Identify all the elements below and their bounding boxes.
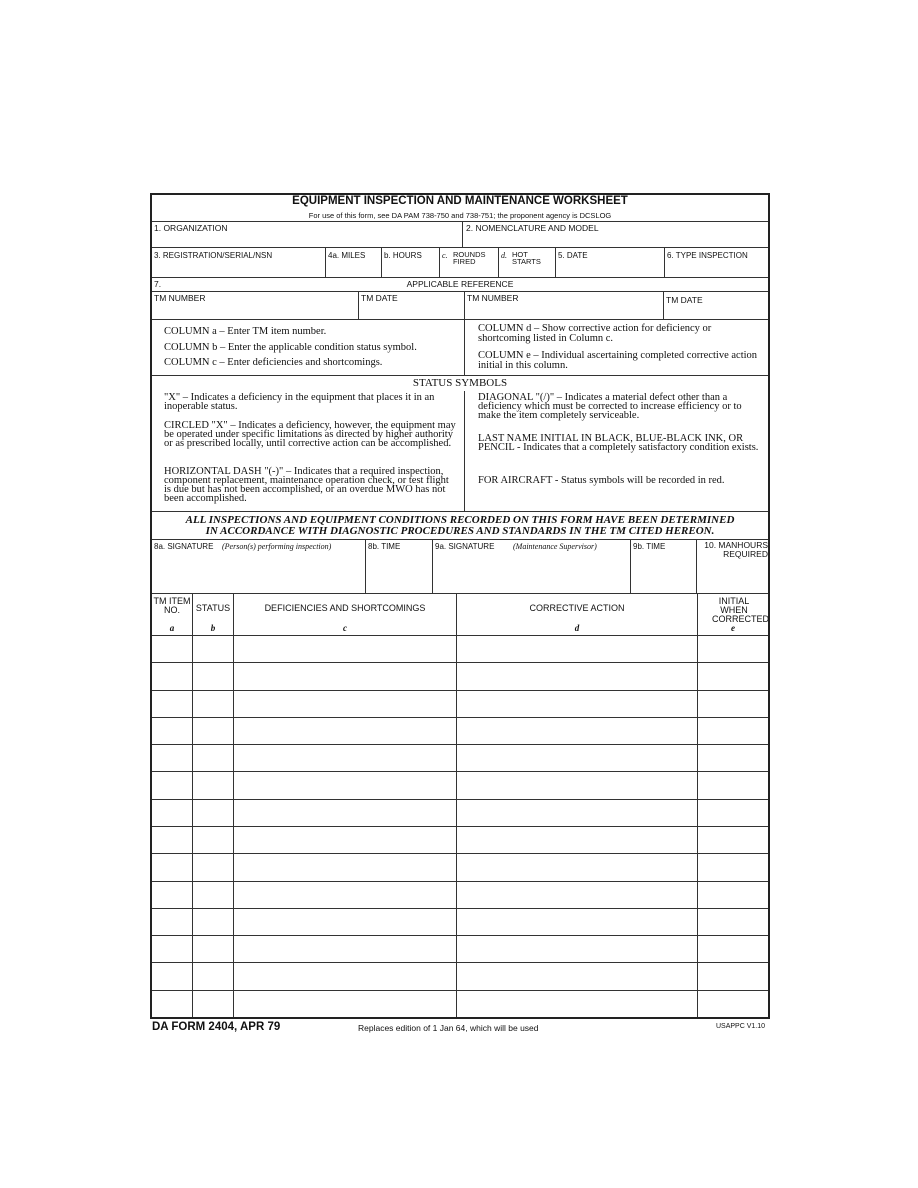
inspection-form bbox=[150, 193, 770, 1019]
status-circled-x-description: CIRCLED "X" – Indicates a deficiency, however, the equipment may be operated under specific limitations as directed by higher authority or as prescribed locally, until corrective action can be accomplished. bbox=[164, 420, 456, 449]
type-inspection-label: 6. TYPE INSPECTION bbox=[667, 251, 748, 260]
status-last-name-description: LAST NAME INITIAL IN BLACK, BLUE-BLACK INK, OR PENCIL - Indicates that a completely satisfactory condition exists. bbox=[478, 433, 759, 453]
rule bbox=[464, 291, 465, 319]
rule bbox=[152, 511, 768, 512]
column-header-deficiencies: DEFICIENCIES AND SHORTCOMINGS bbox=[264, 603, 426, 613]
organization-label: 1. ORGANIZATION bbox=[154, 223, 228, 233]
rule bbox=[152, 539, 768, 540]
rule bbox=[152, 221, 768, 222]
corrective-action-cell[interactable] bbox=[457, 963, 697, 988]
status-cell[interactable] bbox=[193, 963, 233, 988]
column-header-tm-item: TM ITEM NO. bbox=[153, 596, 191, 615]
instruction-col-c: COLUMN c – Enter deficiencies and shortcomings. bbox=[164, 357, 383, 368]
instruction-col-a: COLUMN a – Enter TM item number. bbox=[164, 326, 327, 337]
tm-date-label: TM DATE bbox=[361, 293, 398, 303]
tm-item-cell[interactable] bbox=[152, 827, 192, 852]
initial-cell[interactable] bbox=[698, 882, 768, 907]
manhours-field[interactable] bbox=[697, 559, 767, 592]
initial-cell[interactable] bbox=[698, 636, 768, 661]
initial-cell[interactable] bbox=[698, 663, 768, 688]
initial-cell[interactable] bbox=[698, 800, 768, 825]
status-cell[interactable] bbox=[193, 636, 233, 661]
corrective-action-cell[interactable] bbox=[457, 936, 697, 961]
tm-item-cell[interactable] bbox=[152, 963, 192, 988]
tm-item-cell[interactable] bbox=[152, 718, 192, 743]
deficiency-cell[interactable] bbox=[234, 663, 456, 688]
deficiency-cell[interactable] bbox=[234, 772, 456, 797]
deficiency-cell[interactable] bbox=[234, 718, 456, 743]
corrective-action-cell[interactable] bbox=[457, 691, 697, 716]
hours-label: b. HOURS bbox=[384, 251, 422, 260]
initial-cell[interactable] bbox=[698, 909, 768, 934]
column-header-corrective-action: CORRECTIVE ACTION bbox=[529, 603, 625, 613]
rule bbox=[152, 247, 768, 248]
status-diagonal-description: DIAGONAL "(/)" – Indicates a material defect other than a deficiency which must be corrected to increase efficiency or to make the item completely serviceable. bbox=[478, 392, 742, 421]
rule bbox=[464, 319, 465, 375]
signature-9a-label: 9a. SIGNATURE bbox=[435, 542, 495, 551]
signature-8a-field[interactable] bbox=[153, 553, 364, 592]
rule bbox=[325, 247, 326, 277]
tm-item-cell[interactable] bbox=[152, 854, 192, 879]
rule bbox=[663, 291, 664, 319]
initial-cell[interactable] bbox=[698, 691, 768, 716]
rule bbox=[381, 247, 382, 277]
miles-label: 4a. MILES bbox=[328, 251, 366, 260]
rule bbox=[358, 291, 359, 319]
status-cell[interactable] bbox=[193, 663, 233, 688]
initial-cell[interactable] bbox=[698, 772, 768, 797]
tm-item-cell[interactable] bbox=[152, 936, 192, 961]
rule bbox=[152, 291, 768, 292]
deficiency-cell[interactable] bbox=[234, 636, 456, 661]
rule bbox=[152, 277, 768, 278]
hot-starts-label: HOT STARTS bbox=[512, 250, 541, 266]
deficiency-cell[interactable] bbox=[234, 827, 456, 852]
column-letter-c: c bbox=[343, 623, 347, 633]
time-9b-label: 9b. TIME bbox=[633, 542, 666, 551]
status-cell[interactable] bbox=[193, 772, 233, 797]
hot-starts-prefix: d. bbox=[501, 251, 507, 260]
nomenclature-label: 2. NOMENCLATURE AND MODEL bbox=[466, 223, 599, 233]
manhours-label: 10. MANHOURS REQUIRED bbox=[704, 540, 768, 559]
form-id: DA FORM 2404, APR 79 bbox=[152, 1021, 281, 1033]
tm-number-label: TM NUMBER bbox=[154, 293, 206, 303]
column-header-initial: INITIAL WHEN CORRECTED bbox=[712, 596, 770, 624]
deficiency-cell[interactable] bbox=[234, 745, 456, 770]
corrective-action-cell[interactable] bbox=[457, 745, 697, 770]
rounds-prefix: c. bbox=[442, 251, 448, 260]
applicable-reference-label: APPLICABLE REFERENCE bbox=[406, 279, 514, 289]
form-version: USAPPC V1.10 bbox=[716, 1023, 766, 1030]
signature-8a-note: (Person(s) performing inspection) bbox=[222, 542, 332, 551]
tm-item-cell[interactable] bbox=[152, 991, 192, 1016]
status-cell[interactable] bbox=[193, 854, 233, 879]
corrective-action-cell[interactable] bbox=[457, 854, 697, 879]
tm-item-cell[interactable] bbox=[152, 882, 192, 907]
column-header-status: STATUS bbox=[195, 603, 231, 613]
status-cell[interactable] bbox=[193, 827, 233, 852]
instruction-col-b: COLUMN b – Enter the applicable condition status symbol. bbox=[164, 342, 417, 353]
corrective-action-cell[interactable] bbox=[457, 800, 697, 825]
time-9b-field[interactable] bbox=[631, 553, 695, 592]
signature-9a-note: (Maintenance Supervisor) bbox=[513, 542, 597, 551]
tm-item-cell[interactable] bbox=[152, 663, 192, 688]
status-cell[interactable] bbox=[193, 909, 233, 934]
rounds-label: ROUNDS FIRED bbox=[453, 250, 486, 266]
time-8b-field[interactable] bbox=[366, 553, 431, 592]
instruction-col-d: COLUMN d – Show corrective action for deficiency or shortcoming listed in Column c. bbox=[478, 323, 712, 344]
column-letter-a: a bbox=[169, 623, 175, 633]
column-letter-e: e bbox=[731, 623, 735, 633]
tm-item-cell[interactable] bbox=[152, 691, 192, 716]
initial-cell[interactable] bbox=[698, 936, 768, 961]
status-symbols-heading: STATUS SYMBOLS bbox=[412, 377, 508, 389]
rule bbox=[152, 375, 768, 376]
tm-item-cell[interactable] bbox=[152, 909, 192, 934]
status-cell[interactable] bbox=[193, 800, 233, 825]
signature-8a-label: 8a. SIGNATURE bbox=[154, 542, 214, 551]
initial-cell[interactable] bbox=[698, 718, 768, 743]
corrective-action-cell[interactable] bbox=[457, 882, 697, 907]
deficiency-cell[interactable] bbox=[234, 909, 456, 934]
corrective-action-cell[interactable] bbox=[457, 663, 697, 688]
tm-number-label: TM NUMBER bbox=[467, 293, 519, 303]
deficiency-cell[interactable] bbox=[234, 691, 456, 716]
tm-date-label: TM DATE bbox=[666, 295, 703, 305]
corrective-action-cell[interactable] bbox=[457, 718, 697, 743]
rule bbox=[464, 391, 465, 511]
instruction-col-e: COLUMN e – Individual ascertaining completed corrective action initial in this column. bbox=[478, 350, 758, 371]
status-cell[interactable] bbox=[193, 745, 233, 770]
certification-line-1: ALL INSPECTIONS AND EQUIPMENT CONDITIONS RECORDED ON THIS FORM HAVE BEEN DETERMINED bbox=[185, 514, 735, 526]
status-aircraft-description: FOR AIRCRAFT - Status symbols will be recorded in red. bbox=[478, 475, 725, 486]
column-letter-d: d bbox=[574, 623, 580, 633]
rule bbox=[555, 247, 556, 277]
initial-cell[interactable] bbox=[698, 827, 768, 852]
initial-cell[interactable] bbox=[698, 854, 768, 879]
deficiency-cell[interactable] bbox=[234, 854, 456, 879]
tm-item-cell[interactable] bbox=[152, 745, 192, 770]
status-cell[interactable] bbox=[193, 991, 233, 1016]
signature-9a-field[interactable] bbox=[433, 553, 629, 592]
status-cell[interactable] bbox=[193, 718, 233, 743]
rule bbox=[152, 319, 768, 320]
initial-cell[interactable] bbox=[698, 991, 768, 1016]
rule bbox=[439, 247, 440, 277]
deficiency-cell[interactable] bbox=[234, 991, 456, 1016]
item7-label: 7. bbox=[154, 279, 162, 289]
form-subtitle: For use of this form, see DA PAM 738-750 and 738-751; the proponent agency is DCSLOG bbox=[308, 211, 612, 220]
time-8b-label: 8b. TIME bbox=[368, 542, 401, 551]
corrective-action-cell[interactable] bbox=[457, 636, 697, 661]
certification-line-2: IN ACCORDANCE WITH DIAGNOSTIC PROCEDURES AND STANDARDS IN THE TM CITED HEREON. bbox=[205, 525, 715, 537]
status-x-description: "X" – Indicates a deficiency in the equipment that places it in an inoperable status. bbox=[164, 392, 435, 412]
deficiency-cell[interactable] bbox=[234, 800, 456, 825]
status-cell[interactable] bbox=[193, 936, 233, 961]
initial-cell[interactable] bbox=[698, 963, 768, 988]
column-letter-b: b bbox=[210, 623, 216, 633]
rule bbox=[462, 221, 463, 247]
corrective-action-cell[interactable] bbox=[457, 991, 697, 1016]
corrective-action-cell[interactable] bbox=[457, 909, 697, 934]
status-cell[interactable] bbox=[193, 882, 233, 907]
corrective-action-cell[interactable] bbox=[457, 772, 697, 797]
rule bbox=[498, 247, 499, 277]
date-label: 5. DATE bbox=[558, 251, 588, 260]
tm-item-cell[interactable] bbox=[152, 636, 192, 661]
status-dash-description: HORIZONTAL DASH "(-)" – Indicates that a required inspection, component replacement, maintenance operation check, or test flight is due but has not been accomplished, or an overdue MWO has not been accomplished. bbox=[164, 466, 449, 504]
registration-label: 3. REGISTRATION/SERIAL/NSN bbox=[154, 251, 273, 260]
status-cell[interactable] bbox=[193, 691, 233, 716]
tm-item-cell[interactable] bbox=[152, 772, 192, 797]
corrective-action-cell[interactable] bbox=[457, 827, 697, 852]
rule bbox=[664, 247, 665, 277]
replaces-note: Replaces edition of 1 Jan 64, which will be used bbox=[358, 1023, 539, 1033]
deficiency-cell[interactable] bbox=[234, 963, 456, 988]
rule bbox=[152, 593, 768, 594]
form-title: EQUIPMENT INSPECTION AND MAINTENANCE WORKSHEET bbox=[292, 195, 628, 207]
tm-item-cell[interactable] bbox=[152, 800, 192, 825]
deficiency-cell[interactable] bbox=[234, 882, 456, 907]
initial-cell[interactable] bbox=[698, 745, 768, 770]
deficiency-cell[interactable] bbox=[234, 936, 456, 961]
